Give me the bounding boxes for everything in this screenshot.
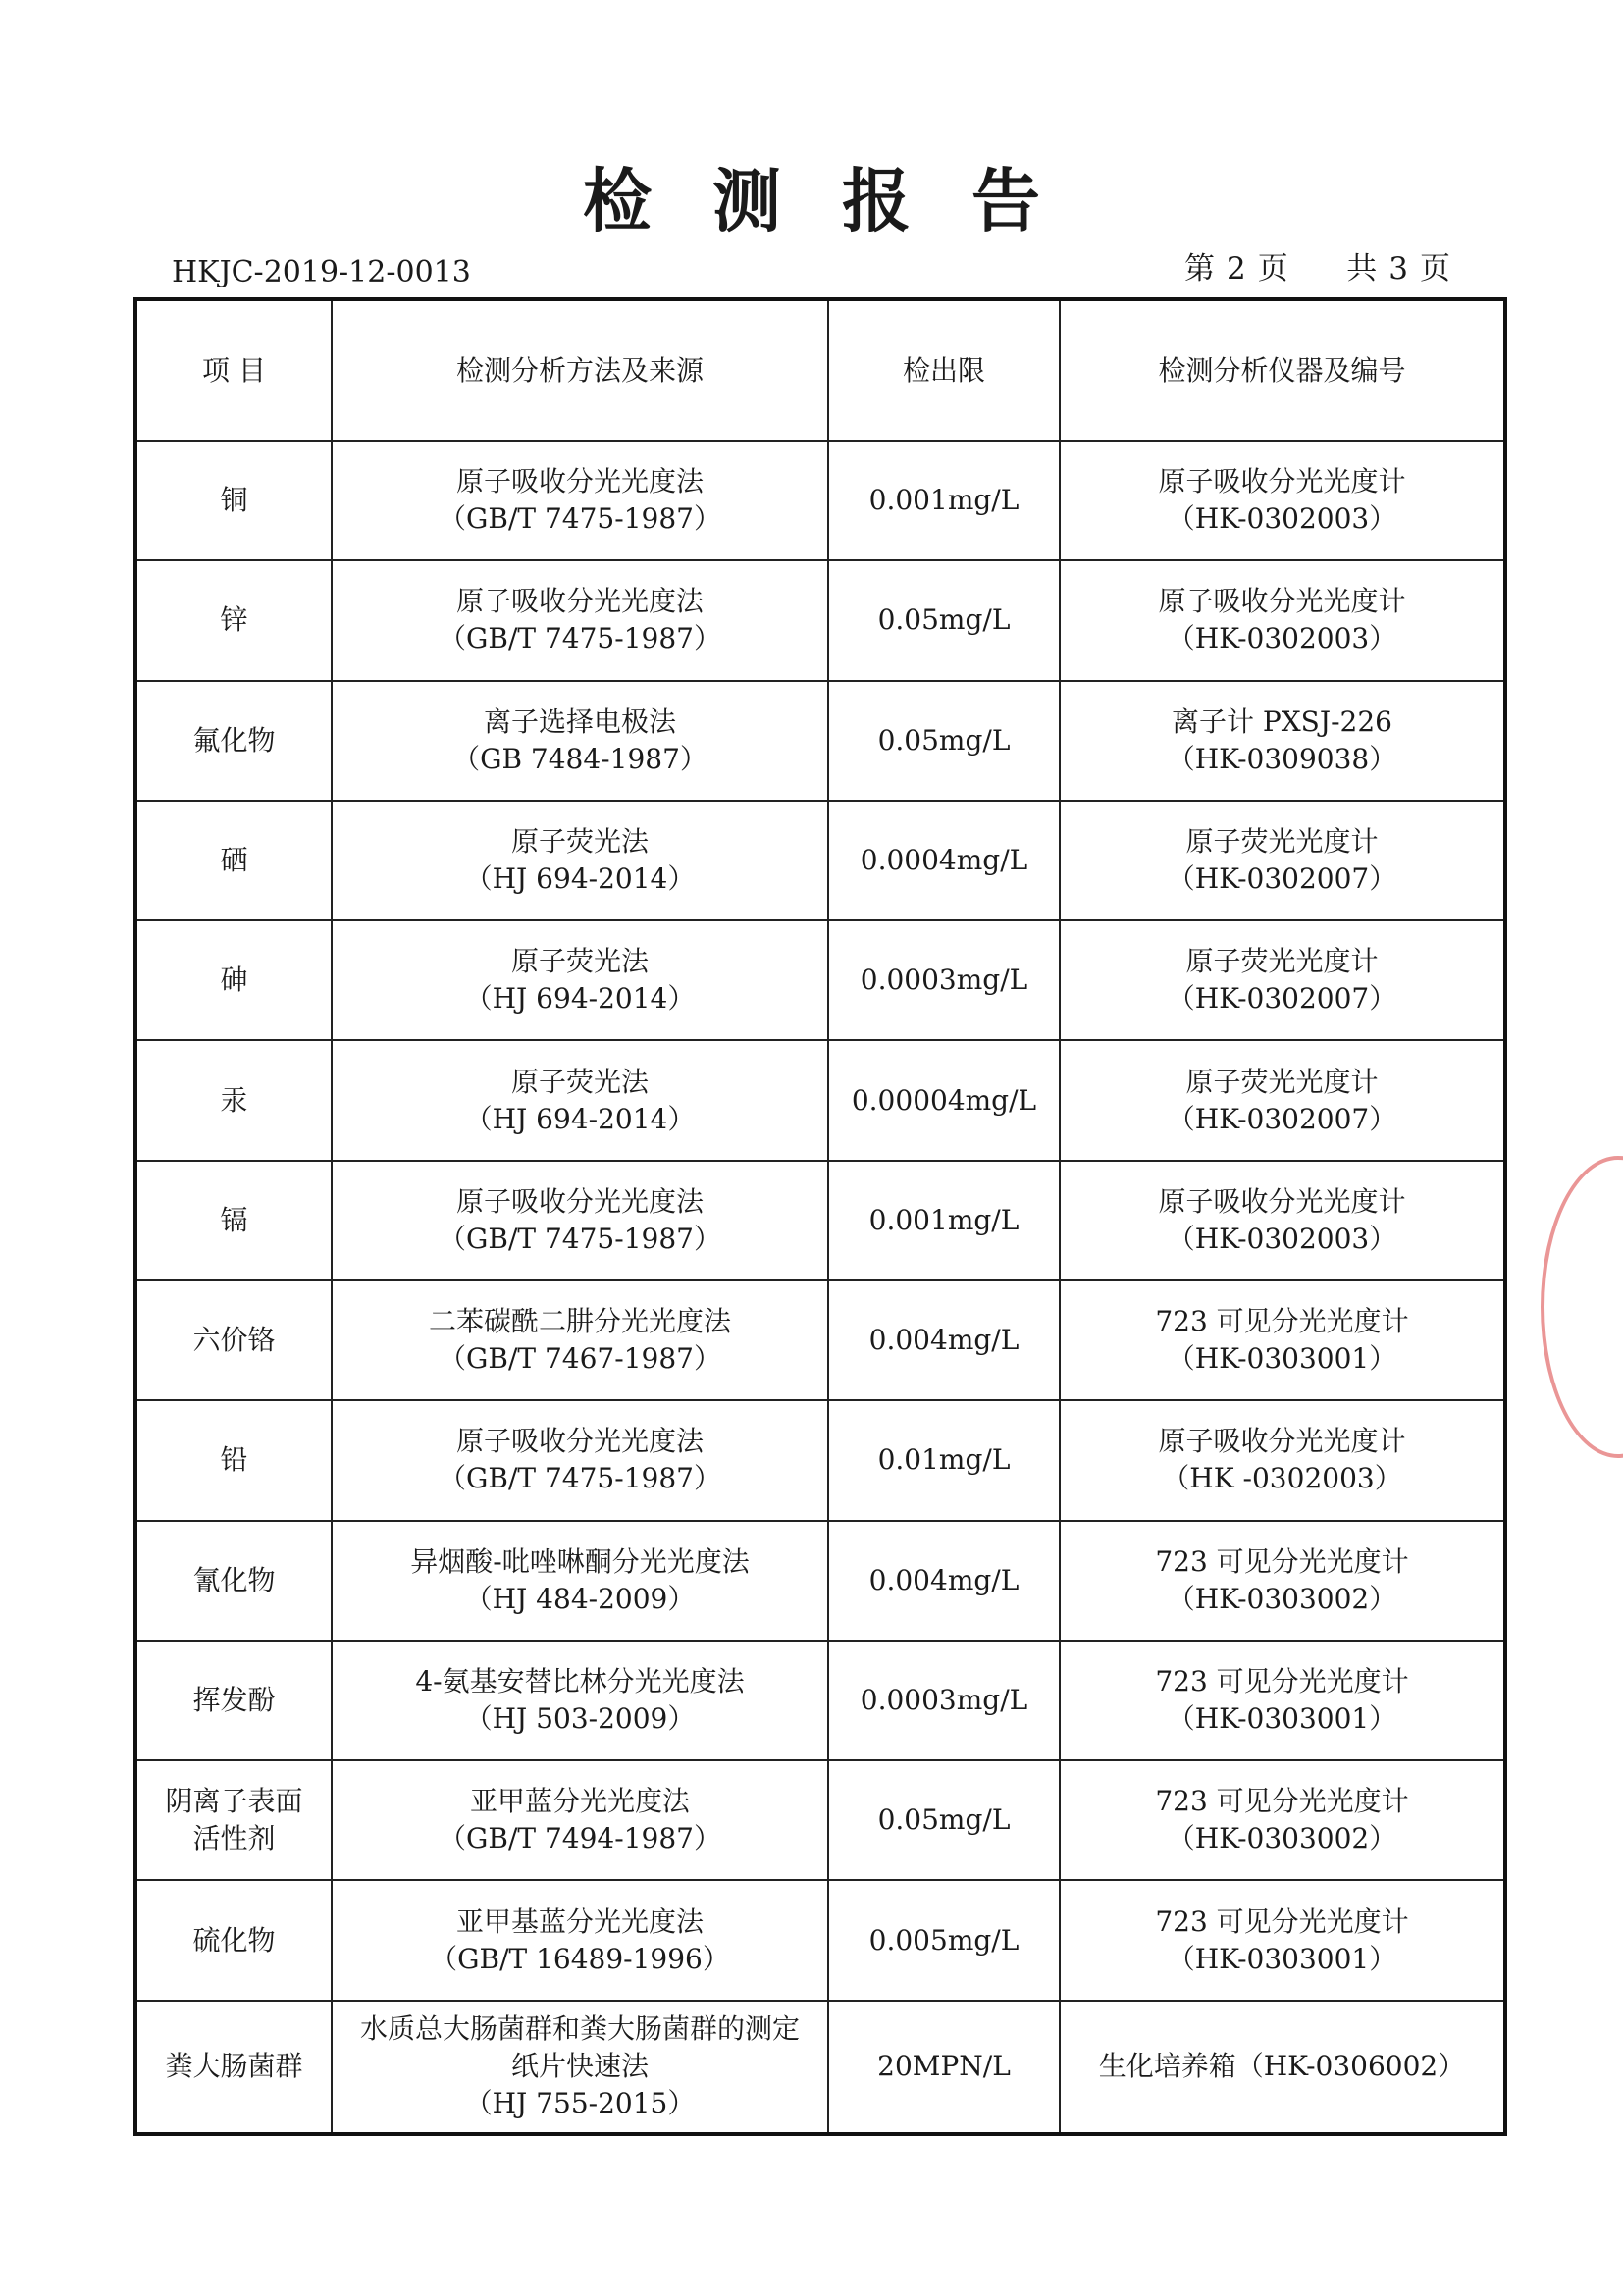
cell-instrument-line: （HK-0303001） [1167, 1701, 1397, 1735]
cell-item [135, 801, 332, 920]
cell-method-line: 原子吸收分光光度法 [455, 1425, 704, 1458]
cell-item-line: 活性剂 [192, 1822, 276, 1855]
table-row [135, 1161, 1505, 1280]
cell-method [332, 560, 828, 680]
cell-instrument-line: （HK-0302003） [1167, 622, 1397, 655]
cell-instrument [1060, 801, 1505, 920]
page-unit: 页 [1257, 251, 1288, 287]
cell-instrument-line: 原子荧光光度计 [1185, 824, 1379, 858]
cell-method [332, 1880, 828, 2000]
cell-instrument [1060, 920, 1505, 1040]
cell-instrument [1060, 681, 1505, 801]
cell-instrument-line: （HK-0303002） [1167, 1582, 1397, 1615]
cell-method-line: （GB 7484-1987） [452, 742, 707, 775]
cell-item-line: 硒 [220, 843, 248, 876]
cell-method-line: （GB/T 16489-1996） [430, 1942, 730, 1975]
header-instrument: 检测分析仪器及编号 [1060, 299, 1505, 441]
header-method: 检测分析方法及来源 [332, 299, 828, 441]
cell-limit: 0.004mg/L [828, 1280, 1060, 1400]
page-total: 3 [1388, 251, 1408, 287]
cell-method-line: 二苯碳酰二肼分光光度法 [428, 1305, 731, 1338]
cell-item [135, 1760, 332, 1880]
cell-instrument [1060, 1760, 1505, 1880]
table-row [135, 441, 1505, 560]
cell-method-line: 纸片快速法 [510, 2050, 649, 2083]
cell-item-line: 氟化物 [192, 723, 276, 757]
cell-instrument-line: （HK-0302003） [1167, 502, 1397, 536]
cell-method-line: 4-氨基安替比林分光光度法 [415, 1664, 745, 1697]
cell-item-line: 铅 [220, 1443, 248, 1477]
cell-item [135, 920, 332, 1040]
table-row [135, 1641, 1505, 1760]
cell-method-line: 离子选择电极法 [483, 704, 676, 738]
cell-item [135, 1521, 332, 1641]
page-indicator [1178, 249, 1456, 288]
report-title: 检测报告 [583, 161, 1101, 241]
cell-instrument [1060, 2001, 1505, 2134]
cell-instrument [1060, 1641, 1505, 1760]
cell-limit: 0.0004mg/L [828, 801, 1060, 920]
cell-item [135, 2001, 332, 2134]
cell-instrument-line: （HK-0302007） [1167, 1102, 1397, 1135]
cell-limit: 0.004mg/L [828, 1521, 1060, 1641]
cell-item [135, 1880, 332, 2000]
cell-limit: 0.01mg/L [828, 1400, 1060, 1520]
cell-method-line: （GB/T 7494-1987） [439, 1822, 721, 1855]
table-row [135, 560, 1505, 680]
cell-method-line: 水质总大肠菌群和粪大肠菌群的测定 [359, 2012, 800, 2046]
cell-limit: 0.0003mg/L [828, 1641, 1060, 1760]
cell-item [135, 560, 332, 680]
cell-limit: 0.00004mg/L [828, 1040, 1060, 1160]
cell-method-line: （HJ 694-2014） [464, 982, 696, 1016]
cell-method-line: （GB/T 7475-1987） [439, 1462, 721, 1495]
cell-instrument-line: 生化培养箱（HK-0306002） [1098, 2050, 1466, 2083]
cell-limit: 0.05mg/L [828, 560, 1060, 680]
cell-instrument [1060, 1161, 1505, 1280]
page-prefix: 第 [1183, 251, 1215, 287]
cell-instrument-line: （HK -0302003） [1162, 1462, 1402, 1495]
cell-instrument-line: 原子荧光光度计 [1185, 1065, 1379, 1098]
table-row [135, 801, 1505, 920]
table-row [135, 1400, 1505, 1520]
cell-instrument-line: （HK-0303002） [1167, 1822, 1397, 1855]
cell-limit: 0.001mg/L [828, 1161, 1060, 1280]
cell-limit: 20MPN/L [828, 2001, 1060, 2134]
cell-method [332, 1040, 828, 1160]
cell-method [332, 920, 828, 1040]
cell-instrument-line: （HK-0302007） [1167, 861, 1397, 895]
cell-item-line: 砷 [220, 964, 248, 997]
cell-instrument [1060, 1280, 1505, 1400]
table-row [135, 1521, 1505, 1641]
header-limit: 检出限 [828, 299, 1060, 441]
table-header-row [135, 299, 1505, 441]
cell-instrument-line: （HK-0302007） [1167, 982, 1397, 1016]
cell-method-line: 亚甲基蓝分光光度法 [455, 1905, 704, 1938]
cell-method-line: （HJ 503-2009） [464, 1701, 696, 1735]
cell-item [135, 681, 332, 801]
cell-method-line: 原子吸收分光光度法 [455, 585, 704, 618]
cell-item [135, 1040, 332, 1160]
cell-limit: 0.001mg/L [828, 441, 1060, 560]
table-body [135, 441, 1505, 2134]
cell-instrument-line: 原子吸收分光光度计 [1158, 465, 1406, 498]
cell-instrument [1060, 1040, 1505, 1160]
cell-item-line: 锌 [220, 603, 248, 637]
page-total-unit: 页 [1420, 251, 1450, 287]
cell-item-line: 阴离子表面 [165, 1785, 303, 1818]
cell-method-line: 原子荧光法 [510, 945, 649, 978]
cell-item [135, 1641, 332, 1760]
cell-item-line: 汞 [220, 1083, 248, 1117]
cell-item [135, 1161, 332, 1280]
cell-method [332, 681, 828, 801]
cell-item-line: 硫化物 [192, 1923, 276, 1957]
cell-item-line: 铜 [220, 484, 248, 517]
cell-instrument-line: （HK-0303001） [1167, 1342, 1397, 1376]
cell-instrument [1060, 1521, 1505, 1641]
cell-method-line: 亚甲蓝分光光度法 [469, 1785, 690, 1818]
cell-instrument [1060, 1400, 1505, 1520]
cell-method-line: 异烟酸-吡唑啉酮分光光度法 [410, 1544, 750, 1578]
cell-item-line: 六价铬 [192, 1324, 276, 1357]
header-item: 项 目 [135, 299, 332, 441]
cell-item-line: 粪大肠菌群 [165, 2050, 303, 2083]
cell-method-line: 原子荧光法 [510, 824, 649, 858]
cell-instrument-line: （HK-0303001） [1167, 1942, 1397, 1975]
cell-method [332, 1641, 828, 1760]
table-row [135, 2001, 1505, 2134]
cell-item-line: 挥发酚 [192, 1683, 276, 1716]
cell-item-line: 镉 [220, 1203, 248, 1236]
cell-instrument-line: 723 可见分光光度计 [1155, 1544, 1409, 1578]
page-current: 2 [1226, 251, 1246, 287]
cell-instrument [1060, 441, 1505, 560]
cell-method-line: （HJ 484-2009） [464, 1582, 696, 1615]
cell-method-line: 原子荧光法 [510, 1065, 649, 1098]
cell-instrument-line: 723 可见分光光度计 [1155, 1785, 1409, 1818]
cell-instrument-line: 723 可见分光光度计 [1155, 1664, 1409, 1697]
cell-limit: 0.005mg/L [828, 1880, 1060, 2000]
cell-instrument-line: 723 可见分光光度计 [1155, 1305, 1409, 1338]
cell-item [135, 441, 332, 560]
cell-item [135, 1280, 332, 1400]
report-number: HKJC-2019-12-0013 [172, 255, 471, 289]
cell-instrument-line: 原子荧光光度计 [1185, 945, 1379, 978]
cell-method [332, 1760, 828, 1880]
table-row [135, 1040, 1505, 1160]
cell-method-line: 原子吸收分光光度法 [455, 465, 704, 498]
cell-instrument-line: 原子吸收分光光度计 [1158, 1184, 1406, 1218]
cell-limit: 0.05mg/L [828, 681, 1060, 801]
cell-method [332, 1400, 828, 1520]
cell-method-line: 原子吸收分光光度法 [455, 1184, 704, 1218]
cell-method [332, 1521, 828, 1641]
cell-instrument-line: 原子吸收分光光度计 [1158, 585, 1406, 618]
page-total-prefix: 共 [1346, 251, 1378, 287]
test-method-table [133, 297, 1507, 2136]
table-row [135, 1880, 1505, 2000]
cell-method-line: （HJ 755-2015） [464, 2087, 696, 2120]
table-row [135, 1760, 1505, 1880]
cell-method [332, 1161, 828, 1280]
cell-method [332, 2001, 828, 2134]
cell-instrument-line: 723 可见分光光度计 [1155, 1905, 1409, 1938]
cell-method-line: （GB/T 7467-1987） [439, 1342, 721, 1376]
cell-method [332, 801, 828, 920]
cell-limit: 0.0003mg/L [828, 920, 1060, 1040]
cell-limit: 0.05mg/L [828, 1760, 1060, 1880]
cell-instrument-line: 离子计 PXSJ-226 [1172, 704, 1392, 738]
cell-method-line: （HJ 694-2014） [464, 861, 696, 895]
cell-instrument-line: （HK-0309038） [1167, 742, 1397, 775]
cell-method-line: （GB/T 7475-1987） [439, 1222, 721, 1255]
cell-method-line: （GB/T 7475-1987） [439, 622, 721, 655]
table-row [135, 1280, 1505, 1400]
cell-method [332, 441, 828, 560]
cell-method-line: （HJ 694-2014） [464, 1102, 696, 1135]
seal-stamp [1541, 1156, 1623, 1458]
cell-instrument-line: 原子吸收分光光度计 [1158, 1425, 1406, 1458]
cell-method [332, 1280, 828, 1400]
cell-instrument [1060, 560, 1505, 680]
cell-instrument [1060, 1880, 1505, 2000]
cell-method-line: （GB/T 7475-1987） [439, 502, 721, 536]
cell-item-line: 氰化物 [192, 1563, 276, 1596]
table-row [135, 681, 1505, 801]
table-row [135, 920, 1505, 1040]
cell-item [135, 1400, 332, 1520]
cell-instrument-line: （HK-0302003） [1167, 1222, 1397, 1255]
